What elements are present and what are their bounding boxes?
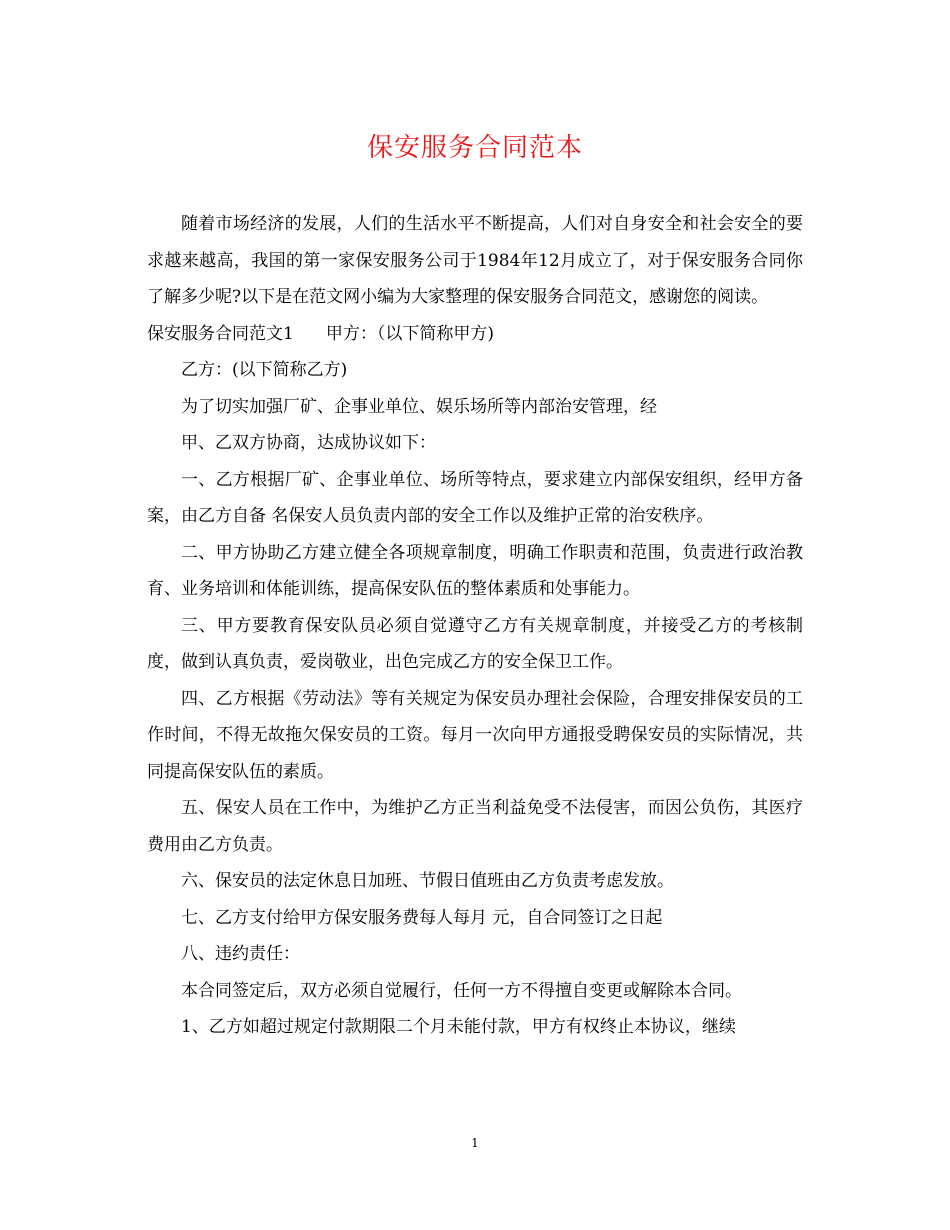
clause-2: 二、甲方协助乙方建立健全各项规章制度，明确工作职责和范围，负责进行政治教育、业务培训和体能训练，提高保安队伍的整体素质和处事能力。 [147, 542, 803, 599]
intro-paragraph: 随着市场经济的发展，人们的生活水平不断提高，人们对自身安全和社会安全的要求越来越高，我国的第一家保安服务公司于1984年12月成立了，对于保安服务合同你了解多少呢?以下是在范文网小编为大家整理的保安服务合同范文，感谢您的阅读。 [147, 214, 803, 307]
clause-4: 四、乙方根据《劳动法》等有关规定为保安员办理社会保险，合理安排保安员的工作时间，不得无故拖欠保安员的工资。每月一次向甲方通报受聘保安员的实际情况，共同提高保安队伍的素质。 [147, 688, 803, 782]
clause-5: 五、保安人员在工作中，为维护乙方正当利益免受不法侵害，而因公负伤，其医疗费用由乙方负责。 [147, 798, 803, 855]
sample-heading-line [147, 316, 803, 353]
clause-1: 一、乙方根据厂矿、企事业单位、场所等特点，要求建立内部保安组织，经甲方备案，由乙方自备 名保安人员负责内部的安全工作以及维护正常的治安秩序。 [147, 469, 803, 526]
party-b-line: 乙方：(以下简称乙方) [181, 360, 348, 380]
party-a-line: 甲方：（以下简称甲方) [325, 323, 494, 344]
clause-8: 八、违约责任： [181, 944, 300, 964]
clause-3: 三、甲方要教育保安队员必须自觉遵守乙方有关规章制度，并接受乙方的考核制度，做到认真负责，爱岗敬业，出色完成乙方的安全保卫工作。 [147, 615, 803, 672]
liability-note: 本合同签定后，双方必须自觉履行，任何一方不得擅自变更或解除本合同。 [181, 980, 742, 1001]
purpose-paragraph: 为了切实加强厂矿、企事业单位、娱乐场所等内部治安管理，经 [181, 396, 657, 417]
document-body [147, 206, 803, 1046]
document-title: 保安服务合同范本 [366, 133, 583, 163]
clause-7: 七、乙方支付给甲方保安服务费每人每月 元，自合同签订之日起 [181, 907, 663, 928]
page-number: 1 [471, 1136, 479, 1150]
agreement-paragraph: 甲、乙双方协商，达成协议如下： [181, 433, 436, 453]
clause-6: 六、保安员的法定休息日加班、节假日值班由乙方负责考虑发放。 [181, 871, 674, 891]
liability-item-1: 1、乙方如超过规定付款期限二个月未能付款，甲方有权终止本协议，继续 [181, 1017, 736, 1037]
sample-heading: 保安服务合同范文1 [147, 323, 294, 344]
